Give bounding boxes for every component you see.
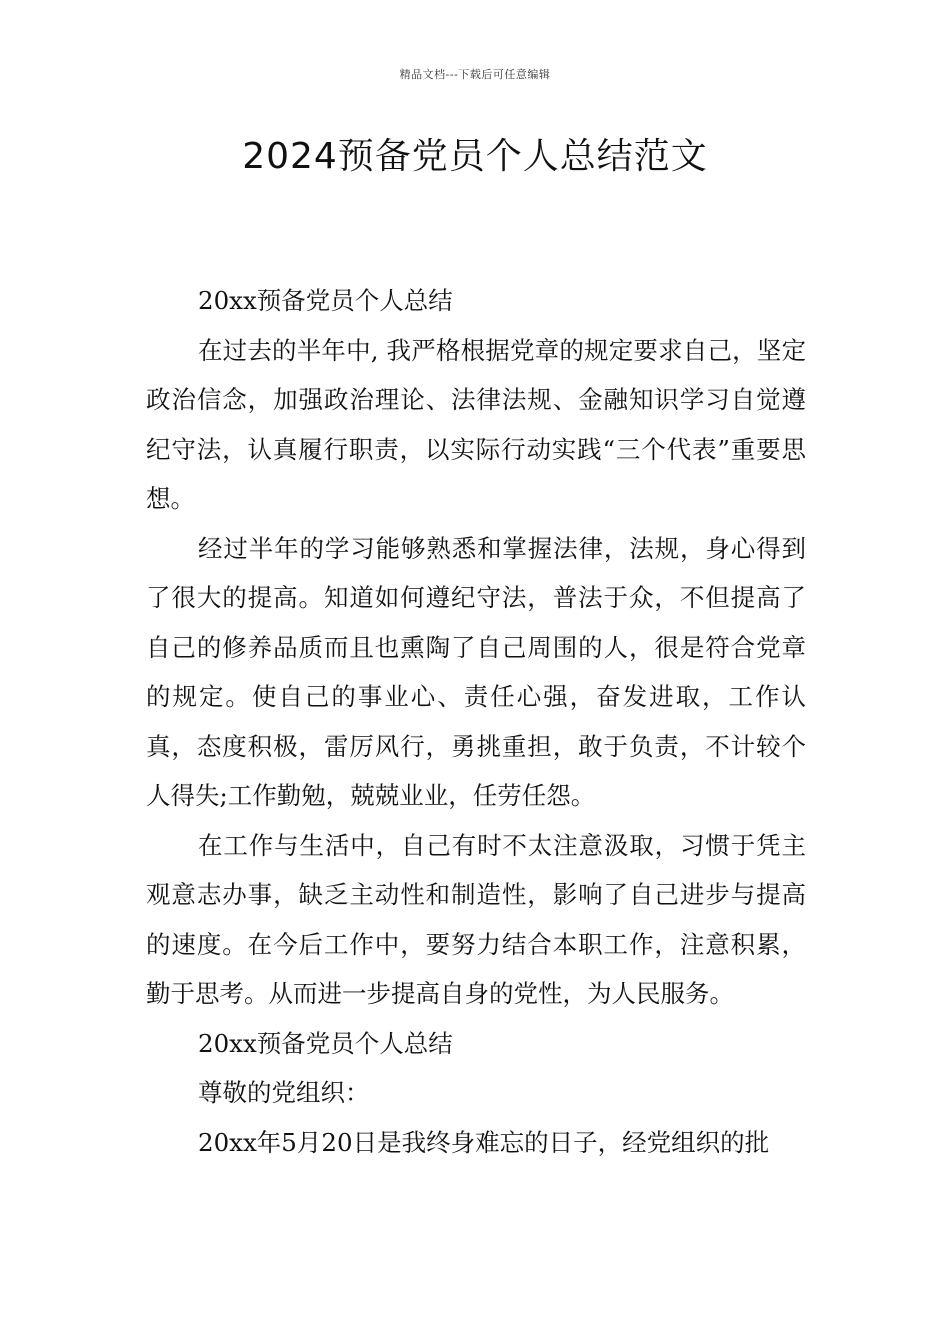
body-paragraph: 20xx年5月20日是我终身难忘的日子，经党组织的批 [198, 1127, 770, 1157]
document-body [146, 276, 806, 1167]
body-paragraph: 经过半年的学习能够熟悉和掌握法律，法规，身心得到了很大的提高。知道如何遵纪守法，普法于众，不但提高了自己的修养品质而且也熏陶了自己周围的人，很是符合党章的规定。使自己的事业心、责任心强，奋发进取，工作认真，态度积极，雷厉风行，勇挑重担，敢于负责，不计较个人得失;工作勤勉，兢兢业业，任劳任怨。 [146, 533, 806, 810]
body-paragraph: 在过去的半年中, 我严格根据党章的规定要求自己，坚定政治信念，加强政治理论、法律法规、金融知识学习自觉遵纪守法，认真履行职责，以实际行动实践“三个代表”重要思想。 [146, 335, 806, 513]
section-heading: 20xx预备党员个人总结 [198, 1028, 453, 1058]
body-paragraph: 在工作与生活中，自己有时不太注意汲取，习惯于凭主观意志办事，缺乏主动性和制造性，影响了自己进步与提高的速度。在今后工作中，要努力结合本职工作，注意积累，勤于思考。从而进一步提高自身的党性，为人民服务。 [146, 830, 806, 1008]
document-title: 2024预备党员个人总结范文 [242, 136, 708, 177]
salutation: 尊敬的党组织： [198, 1078, 370, 1107]
section-heading: 20xx预备党员个人总结 [198, 286, 453, 315]
header-note: 精品文档---下载后可任意编辑 [399, 68, 551, 81]
